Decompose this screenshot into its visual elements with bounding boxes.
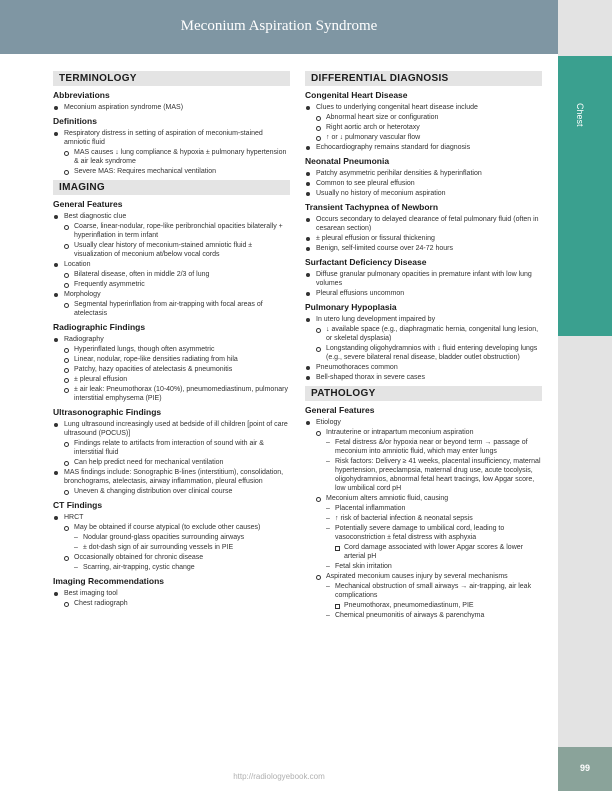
list-item: Best imaging tool xyxy=(53,589,290,598)
list-item: ↑ or ↓ pulmonary vascular flow xyxy=(305,133,542,142)
list-item: May be obtained if course atypical (to exclude other causes) xyxy=(53,523,290,532)
list-item: – ± dot-dash sign of air surrounding vessels in PIE xyxy=(53,543,290,552)
subheading-radiographic-findings: Radiographic Findings xyxy=(53,322,146,332)
left-column xyxy=(53,71,290,612)
subheading-definitions: Definitions xyxy=(53,116,97,126)
list-item: – Fetal distress &/or hypoxia near or beyond term → passage of meconium into amniotic fluid, which may enter lungs xyxy=(305,438,542,456)
list-item: Meconium aspiration syndrome (MAS) xyxy=(53,103,290,112)
ttn-list xyxy=(305,215,542,253)
list-item: Right aortic arch or heterotaxy xyxy=(305,123,542,132)
list-item: ↓ available space (e.g., diaphragmatic hernia, congenital lung lesion, or skeletal dysplasia) xyxy=(305,325,542,343)
list-item: – Nodular ground-glass opacities surrounding airways xyxy=(53,533,290,542)
list-item: Location xyxy=(53,260,290,269)
list-item: MAS findings include: Sonographic B-lines (interstitium), consolidation, bronchograms, atelectasis, airway inflammation, pleural effusion xyxy=(53,468,290,486)
list-item: Chest radiograph xyxy=(53,599,290,608)
list-item: Lung ultrasound increasingly used at bedside of ill children [point of care ultrasound (POCUS)] xyxy=(53,420,290,438)
list-item: HRCT xyxy=(53,513,290,522)
section-tab-label: Chest xyxy=(575,103,585,127)
list-item: Linear, nodular, rope-like densities radiating from hila xyxy=(53,355,290,364)
list-item: Occurs secondary to delayed clearance of fetal pulmonary fluid (often in cesarean section) xyxy=(305,215,542,233)
ultrasonographic-list xyxy=(53,420,290,496)
list-item: Bilateral disease, often in middle 2/3 of lung xyxy=(53,270,290,279)
list-item: – Fetal skin irritation xyxy=(305,562,542,571)
list-item: Respiratory distress in setting of aspiration of meconium-stained amniotic fluid xyxy=(53,129,290,147)
ct-list xyxy=(53,513,290,572)
list-item: Intrauterine or intrapartum meconium aspiration xyxy=(305,428,542,437)
subheading-general-features: General Features xyxy=(53,199,123,209)
list-item: Usually no history of meconium aspiration xyxy=(305,189,542,198)
right-sidebar xyxy=(558,0,612,791)
section-heading-differential-diagnosis: DIFFERENTIAL DIAGNOSIS xyxy=(305,71,542,86)
subheading-pulmonary-hypoplasia: Pulmonary Hypoplasia xyxy=(305,302,397,312)
list-item: Usually clear history of meconium-stained amniotic fluid ± visualization of meconium at/below vocal cords xyxy=(53,241,290,259)
right-column xyxy=(305,71,542,624)
list-item: ± air leak: Pneumothorax (10-40%), pneumomediastinum, pulmonary interstitial emphysema (PIE) xyxy=(53,385,290,403)
section-heading-terminology: TERMINOLOGY xyxy=(53,71,290,86)
hypoplasia-list xyxy=(305,315,542,382)
radiographic-list xyxy=(53,335,290,403)
list-item: Longstanding oligohydramnios with ↓ fluid entering developing lungs (e.g., severe bilateral renal disease, bladder outlet obstruction) xyxy=(305,344,542,362)
list-item: – Chemical pneumonitis of airways & parenchyma xyxy=(305,611,542,620)
definitions-list xyxy=(53,129,290,176)
page-title: Meconium Aspiration Syndrome xyxy=(180,18,378,34)
pathology-list xyxy=(305,418,542,620)
page-header xyxy=(0,0,558,54)
subheading-neonatal-pneumonia: Neonatal Pneumonia xyxy=(305,156,390,166)
general-features-list xyxy=(53,212,290,318)
list-item: ± pleural effusion or fissural thickening xyxy=(305,234,542,243)
subheading-ct-findings: CT Findings xyxy=(53,500,103,510)
chd-list xyxy=(305,103,542,152)
list-item: Morphology xyxy=(53,290,290,299)
subheading-congenital-heart-disease: Congenital Heart Disease xyxy=(305,90,408,100)
subheading-general-features: General Features xyxy=(305,405,375,415)
list-item: – Risk factors: Delivery ≥ 41 weeks, placental insufficiency, maternal hypertension, preeclampsia, maternal drug use, acute tocolysis, oligohydramnios, abnormal fetal heart tracings, low Apgar score, low umbilical cord pH xyxy=(305,457,542,493)
footer-url[interactable]: http://radiologyebook.com xyxy=(233,772,325,781)
list-item: MAS causes ↓ lung compliance & hypoxia ± pulmonary hypertension & air leak syndrome xyxy=(53,148,290,166)
list-item: – Placental inflammation xyxy=(305,504,542,513)
list-item: Clues to underlying congenital heart disease include xyxy=(305,103,542,112)
list-item: Patchy asymmetric perihilar densities & hyperinflation xyxy=(305,169,542,178)
list-item: Pneumothorax, pneumomediastinum, PIE xyxy=(305,601,542,610)
list-item: Radiography xyxy=(53,335,290,344)
subheading-transient-tachypnea: Transient Tachypnea of Newborn xyxy=(305,202,439,212)
list-item: Findings relate to artifacts from interaction of sound with air & interstitial fluid xyxy=(53,439,290,457)
recommendations-list xyxy=(53,589,290,608)
list-item: Coarse, linear-nodular, rope-like peribronchial opacities bilaterally + hyperinflation in term infant xyxy=(53,222,290,240)
list-item: ± pleural effusion xyxy=(53,375,290,384)
abbreviations-list xyxy=(53,103,290,112)
list-item: Benign, self-limited course over 24-72 hours xyxy=(305,244,542,253)
list-item: Severe MAS: Requires mechanical ventilation xyxy=(53,167,290,176)
list-item: Etiology xyxy=(305,418,542,427)
list-item: Bell-shaped thorax in severe cases xyxy=(305,373,542,382)
list-item: Pleural effusions uncommon xyxy=(305,289,542,298)
list-item: Cord damage associated with lower Apgar scores & lower arterial pH xyxy=(305,543,542,561)
list-item: In utero lung development impaired by xyxy=(305,315,542,324)
list-item: Echocardiography remains standard for diagnosis xyxy=(305,143,542,152)
list-item: Occasionally obtained for chronic disease xyxy=(53,553,290,562)
list-item: – Potentially severe damage to umbilical cord, leading to vasoconstriction ± fetal distress with asphyxia xyxy=(305,524,542,542)
section-heading-imaging: IMAGING xyxy=(53,180,290,195)
list-item: – Mechanical obstruction of small airways → air-trapping, air leak complications xyxy=(305,582,542,600)
list-item: Frequently asymmetric xyxy=(53,280,290,289)
subheading-abbreviations: Abbreviations xyxy=(53,90,110,100)
list-item: Abnormal heart size or configuration xyxy=(305,113,542,122)
list-item: Hyperinflated lungs, though often asymmetric xyxy=(53,345,290,354)
list-item: Can help predict need for mechanical ventilation xyxy=(53,458,290,467)
list-item: Pneumothoraces common xyxy=(305,363,542,372)
subheading-surfactant-deficiency: Surfactant Deficiency Disease xyxy=(305,257,427,267)
list-item: Uneven & changing distribution over clinical course xyxy=(53,487,290,496)
list-item: – Scarring, air-trapping, cystic change xyxy=(53,563,290,572)
page-number: 99 xyxy=(579,763,590,773)
subheading-imaging-recommendations: Imaging Recommendations xyxy=(53,576,164,586)
list-item: Best diagnostic clue xyxy=(53,212,290,221)
list-item: Meconium alters amniotic fluid, causing xyxy=(305,494,542,503)
list-item: – ↑ risk of bacterial infection & neonatal sepsis xyxy=(305,514,542,523)
subheading-ultrasonographic-findings: Ultrasonographic Findings xyxy=(53,407,162,417)
pneumonia-list xyxy=(305,169,542,198)
page-number-box xyxy=(558,747,612,791)
section-heading-pathology: PATHOLOGY xyxy=(305,386,542,401)
list-item: Patchy, hazy opacities of atelectasis & pneumonitis xyxy=(53,365,290,374)
list-item: Diffuse granular pulmonary opacities in premature infant with low lung volumes xyxy=(305,270,542,288)
list-item: Aspirated meconium causes injury by several mechanisms xyxy=(305,572,542,581)
list-item: Common to see pleural effusion xyxy=(305,179,542,188)
section-tab xyxy=(558,56,612,336)
list-item: Segmental hyperinflation from air-trapping with focal areas of atelectasis xyxy=(53,300,290,318)
surfactant-list xyxy=(305,270,542,298)
